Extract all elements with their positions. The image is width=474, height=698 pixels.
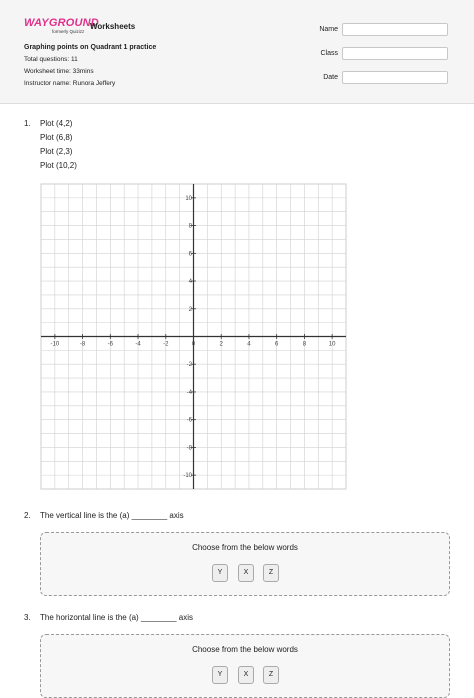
y-tick-label: -2 bbox=[186, 362, 192, 369]
worksheet-header bbox=[0, 0, 474, 104]
choice-z-button[interactable]: Z bbox=[263, 666, 279, 684]
logo-wordmark: WAYGROUND bbox=[24, 17, 99, 29]
class-field[interactable] bbox=[342, 47, 448, 60]
question-3-text: The horizontal line is the (a) ________ axis bbox=[40, 613, 193, 622]
question-2-text: The vertical line is the (a) ________ axis bbox=[40, 511, 184, 520]
name-field[interactable] bbox=[342, 23, 448, 36]
y-tick-label: -4 bbox=[186, 389, 192, 396]
question-3-word-bank bbox=[40, 634, 450, 698]
coordinate-grid[interactable] bbox=[40, 183, 347, 490]
date-label: Date bbox=[323, 74, 338, 81]
choice-y-button[interactable]: Y bbox=[212, 564, 228, 582]
y-tick-label: 4 bbox=[188, 279, 192, 286]
question-1-line-2: Plot (6,8) bbox=[40, 133, 73, 142]
x-tick-label: -10 bbox=[50, 341, 60, 348]
word-bank-title: Choose from the below words bbox=[192, 543, 298, 552]
x-tick-label: 6 bbox=[275, 341, 279, 348]
x-tick-label: -6 bbox=[107, 341, 113, 348]
y-tick-label: 8 bbox=[188, 223, 192, 230]
choice-x-button[interactable]: X bbox=[238, 666, 254, 684]
y-tick-label: -10 bbox=[183, 473, 192, 480]
worksheet-time: Worksheet time: 33mins bbox=[24, 68, 94, 75]
choice-x-button[interactable]: X bbox=[238, 564, 254, 582]
class-label: Class bbox=[320, 50, 338, 57]
question-2-word-bank bbox=[40, 532, 450, 596]
x-tick-label: 0 bbox=[191, 341, 196, 348]
x-tick-label: -2 bbox=[163, 341, 169, 348]
question-1-number: 1. bbox=[24, 119, 31, 128]
wayground-logo bbox=[24, 17, 99, 35]
y-tick-label: -8 bbox=[186, 445, 192, 452]
total-questions: Total questions: 11 bbox=[24, 56, 78, 63]
word-bank-title: Choose from the below words bbox=[192, 645, 298, 654]
question-1-line-1: Plot (4,2) bbox=[40, 119, 73, 128]
x-tick-label: 8 bbox=[302, 341, 307, 348]
instructor-name: Instructor name: Runora Jeffery bbox=[24, 80, 116, 87]
question-1-line-3: Plot (2,3) bbox=[40, 147, 73, 156]
brand-label: Worksheets bbox=[90, 22, 136, 31]
x-tick-label: -8 bbox=[79, 341, 86, 348]
question-3-number: 3. bbox=[24, 613, 31, 622]
choice-z-button[interactable]: Z bbox=[263, 564, 279, 582]
y-tick-label: -6 bbox=[186, 417, 192, 424]
y-tick-label: 2 bbox=[188, 306, 192, 313]
x-tick-label: 10 bbox=[328, 341, 336, 348]
date-field[interactable] bbox=[342, 71, 448, 84]
y-tick-label: 10 bbox=[185, 195, 192, 202]
x-tick-label: 2 bbox=[219, 341, 223, 348]
x-tick-label: 4 bbox=[247, 341, 251, 348]
question-1-line-4: Plot (10,2) bbox=[40, 161, 77, 170]
choice-y-button[interactable]: Y bbox=[212, 666, 228, 684]
name-label: Name bbox=[319, 26, 338, 33]
worksheet-title: Graphing points on Quadrant 1 practice bbox=[24, 44, 157, 51]
y-tick-label: 6 bbox=[188, 251, 192, 258]
question-2-number: 2. bbox=[24, 511, 31, 520]
x-tick-label: -4 bbox=[135, 341, 141, 348]
logo-subtitle: formerly Quizizz bbox=[52, 29, 85, 34]
